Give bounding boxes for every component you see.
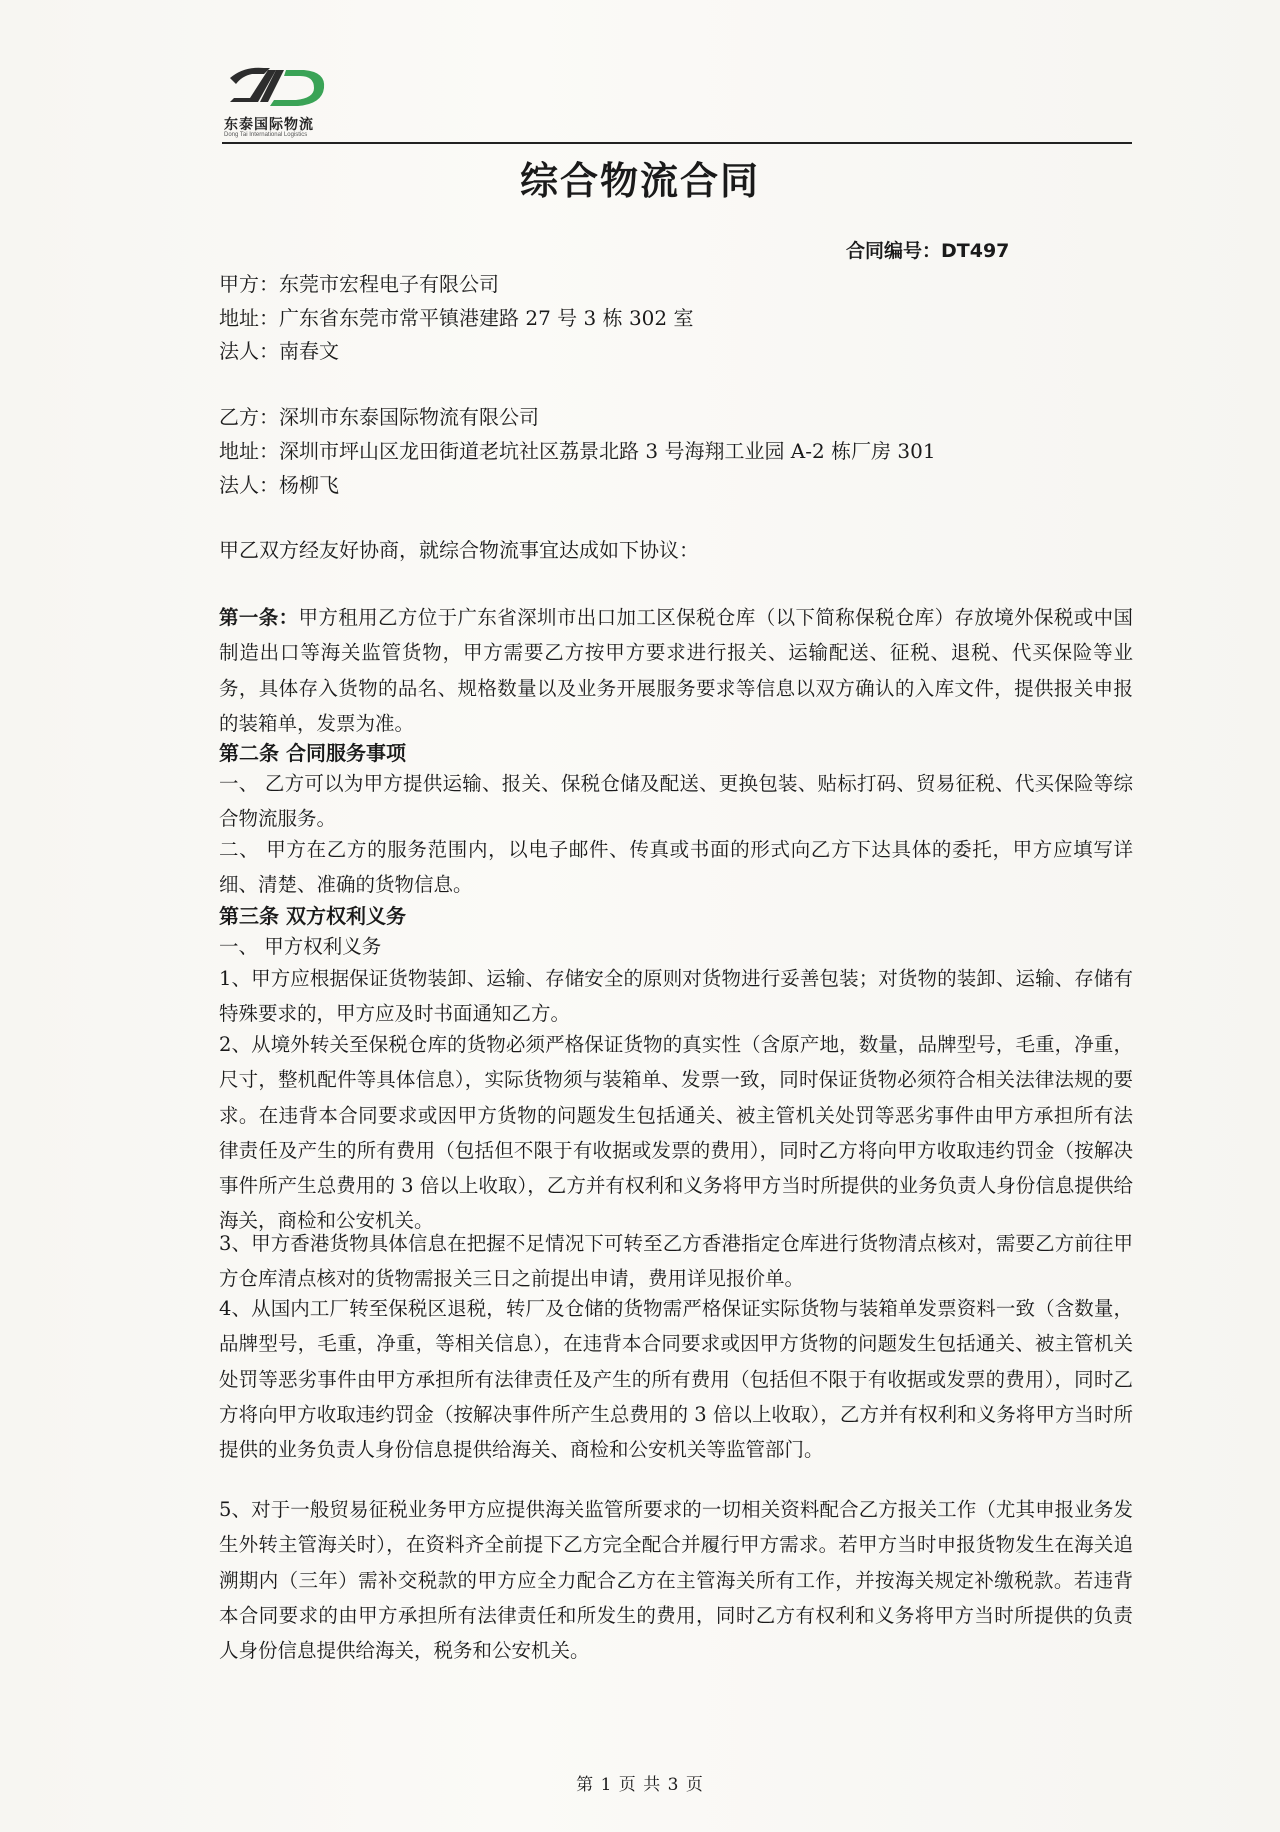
article-3-heading: 第三条 双方权利义务 [219,904,406,928]
party-a-name: 甲方：东莞市宏程电子有限公司 [219,272,499,296]
party-b-name: 乙方：深圳市东泰国际物流有限公司 [219,405,539,429]
logo-english-text: Dong Tai International Logistics [224,132,308,138]
page-number: 第 1 页 共 3 页 [576,1775,704,1795]
article-2-item-2: 二、 甲方在乙方的服务范围内，以电子邮件、传真或书面的形式向乙方下达具体的委托，甲方应填写详细、清楚、准确的货物信息。 [219,838,1133,897]
article-1-heading: 第一条： [219,606,299,629]
contract-number: 合同编号：DT497 [846,240,1010,262]
agreement-intro: 甲乙双方经友好协商，就综合物流事宜达成如下协议： [219,538,699,562]
article-2-item-1: 一、 乙方可以为甲方提供运输、报关、保税仓储及配送、更换包装、贴标打码、贸易征税、代买保险等综合物流服务。 [219,772,1133,831]
article-3-clause-1: 1、甲方应根据保证货物装卸、运输、存储安全的原则对货物进行妥善包装；对货物的装卸、运输、存储有特殊要求的，甲方应及时书面通知乙方。 [219,967,1133,1026]
article-1 [219,600,1133,741]
header-divider [222,142,1132,144]
article-3-subheading: 一、 甲方权利义务 [219,935,382,958]
document-title: 综合物流合同 [519,159,760,203]
party-a-address: 地址：广东省东莞市常平镇港建路 27 号 3 栋 302 室 [219,306,694,330]
party-a-legal-rep: 法人：南春文 [219,339,339,363]
logo-chinese-text: 东泰国际物流 [224,117,314,133]
article-3-clause-5: 5、对于一般贸易征税业务甲方应提供海关监管所要求的一切相关资料配合乙方报关工作（尤其申报业务发生外转主管海关时），在资料齐全前提下乙方完全配合并履行甲方需求。若甲方当时申报货物发生在海关追溯期内（三年）需补交税款的甲方应全力配合乙方在主管海关所有工作，并按海关规定补缴税款。若违背本合同要求的由甲方承担所有法律责任和所发生的费用，同时乙方有权利和义务将甲方当时所提供的负责人身份信息提供给海关，税务和公安机关。 [219,1498,1133,1663]
company-logo [224,58,344,138]
article-3-clause-4: 4、从国内工厂转至保税区退税，转厂及仓储的货物需严格保证实际货物与装箱单发票资料一致（含数量，品牌型号，毛重，净重，等相关信息），在违背本合同要求或因甲方货物的问题发生包括通关、被主管机关处罚等恶劣事件由甲方承担所有法律责任及产生的所有费用（包括但不限于有收据或发票的费用），同时乙方将向甲方收取违约罚金（按解决事件所产生总费用的 3 倍以上收取），乙方并有权利和义务将甲方当时所提供的业务负责人身份信息提供给海关、商检和公安机关等监管部门。 [219,1297,1133,1462]
article-1-text: 甲方租用乙方位于广东省深圳市出口加工区保税仓库（以下简称保税仓库）存放境外保税或中国制造出口等海关监管货物，甲方需要乙方按甲方要求进行报关、运输配送、征税、退税、代买保险等业务，具体存入货物的品名、规格数量以及业务开展服务要求等信息以双方确认的入库文件，提供报关申报的装箱单，发票为准。 [219,606,1133,735]
party-b-legal-rep: 法人：杨柳飞 [219,473,339,497]
party-b-address: 地址：深圳市坪山区龙田街道老坑社区荔景北路 3 号海翔工业园 A-2 栋厂房 301 [219,439,936,463]
logo-mark-icon [224,58,344,114]
article-2-heading: 第二条 合同服务事项 [219,741,406,765]
article-3-clause-3: 3、甲方香港货物具体信息在把握不足情况下可转至乙方香港指定仓库进行货物清点核对，需要乙方前往甲方仓库清点核对的货物需报关三日之前提出申请，费用详见报价单。 [219,1232,1133,1291]
article-3-clause-2: 2、从境外转关至保税仓库的货物必须严格保证货物的真实性（含原产地，数量，品牌型号，毛重，净重，尺寸，整机配件等具体信息），实际货物须与装箱单、发票一致，同时保证货物必须符合相关法律法规的要求。在违背本合同要求或因甲方货物的问题发生包括通关、被主管机关处罚等恶劣事件由甲方承担所有法律责任及产生的所有费用（包括但不限于有收据或发票的费用），同时乙方将向甲方收取违约罚金（按解决事件所产生总费用的 3 倍以上收取），乙方并有权利和义务将甲方当时所提供的业务负责人身份信息提供给海关，商检和公安机关。 [219,1033,1133,1233]
